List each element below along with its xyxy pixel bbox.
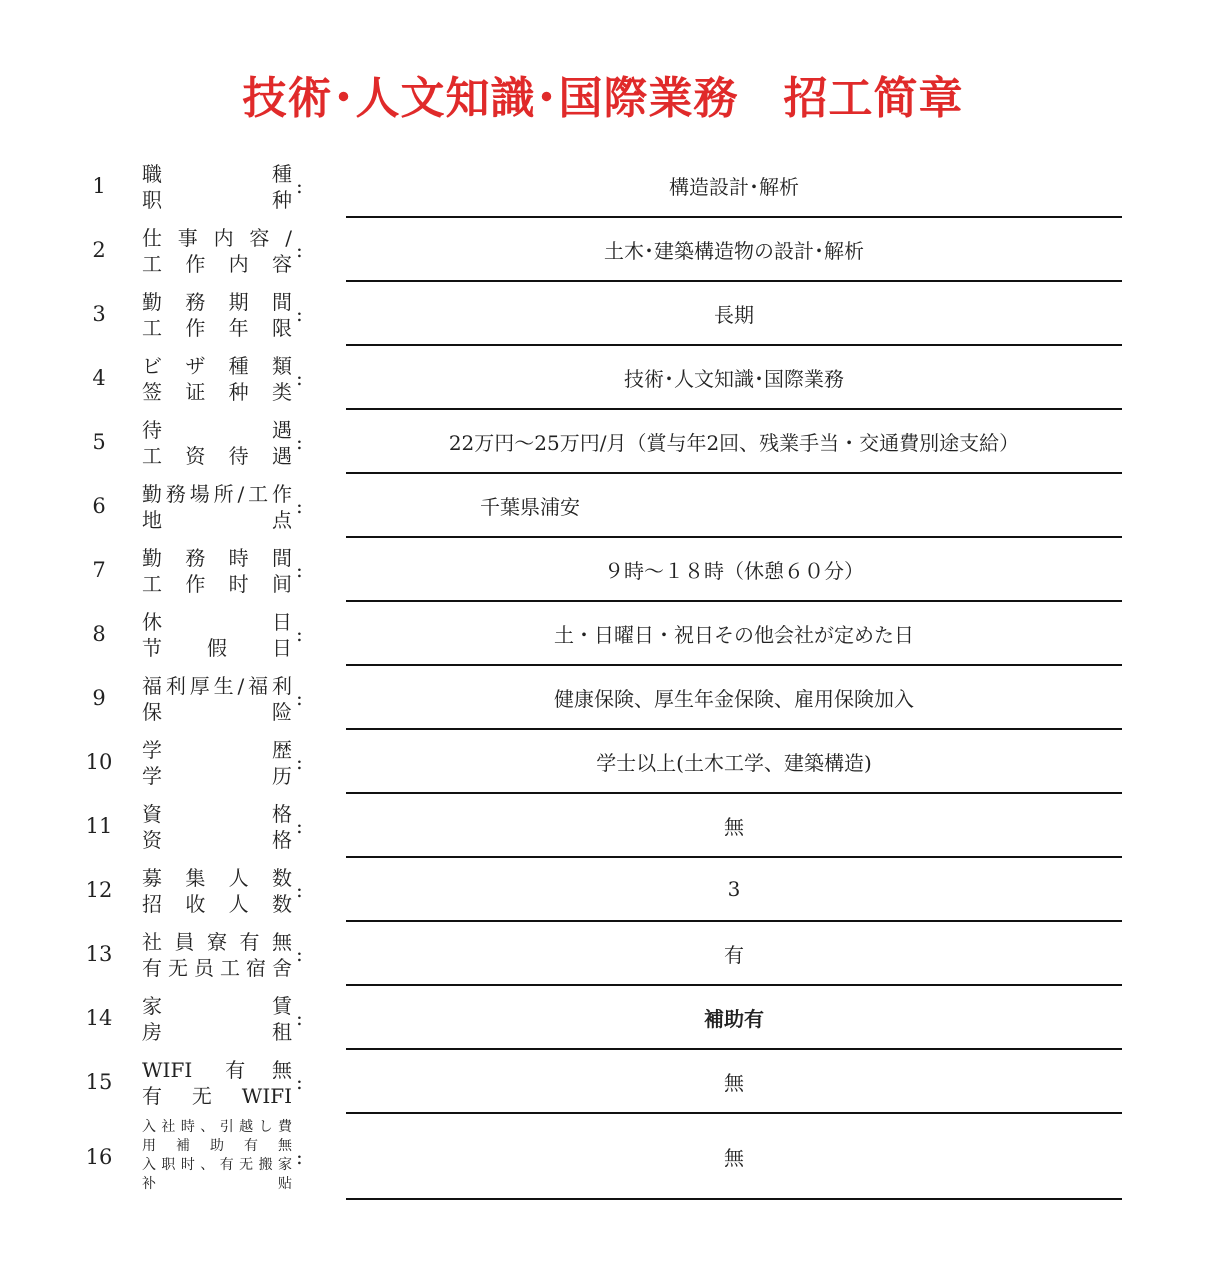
table-row	[0, 730, 1206, 794]
table-row	[0, 282, 1206, 346]
label-japanese: 福利厚生/福利	[142, 674, 292, 698]
row-value: 土木･建築構造物の設計･解析	[346, 218, 1122, 282]
row-number: 10	[85, 750, 113, 774]
row-label	[142, 544, 292, 596]
label-japanese: 勤務時間	[142, 546, 292, 570]
row-label	[142, 736, 292, 788]
row-label	[142, 608, 292, 660]
row-number: 4	[92, 366, 106, 390]
label-japanese: WIFI 有無	[142, 1058, 292, 1082]
label-chinese: 工作时间	[142, 572, 292, 596]
table-row	[0, 922, 1206, 986]
row-value: 土・日曜日・祝日その他会社が定めた日	[346, 602, 1122, 666]
row-number: 16	[85, 1145, 113, 1169]
recruitment-table	[0, 154, 1206, 1200]
row-value: 長期	[346, 282, 1122, 346]
table-row	[0, 858, 1206, 922]
table-row	[0, 602, 1206, 666]
label-japanese: 学歴	[142, 738, 292, 762]
colon-separator: :	[296, 558, 303, 582]
page-title: 技術･人文知識･国際業務 招工简章	[242, 73, 964, 124]
row-label	[142, 160, 292, 212]
label-japanese: 社員寮有無	[142, 930, 292, 954]
table-row	[0, 1050, 1206, 1114]
row-label	[142, 1116, 292, 1196]
colon-separator: :	[296, 174, 303, 198]
label-chinese: 有 无 WIFI	[142, 1084, 292, 1108]
row-label	[142, 416, 292, 468]
label-japanese: 募集人数	[142, 866, 292, 890]
label-chinese: 房租	[142, 1020, 292, 1044]
table-row	[0, 410, 1206, 474]
row-label	[142, 288, 292, 340]
row-number: 11	[85, 814, 113, 838]
table-row	[0, 154, 1206, 218]
row-label	[142, 1056, 292, 1108]
label-japanese: 勤務期間	[142, 290, 292, 314]
row-number: 8	[92, 622, 106, 646]
row-value: 補助有	[346, 986, 1122, 1050]
label-japanese: 資格	[142, 802, 292, 826]
table-row	[0, 218, 1206, 282]
colon-separator: :	[296, 302, 303, 326]
label-chinese: 入职时、有无搬家	[142, 1157, 292, 1173]
label-japanese: 家賃	[142, 994, 292, 1018]
row-value: 有	[346, 922, 1122, 986]
colon-separator: :	[296, 494, 303, 518]
colon-separator: :	[296, 814, 303, 838]
colon-separator: :	[296, 366, 303, 390]
row-value: 無	[346, 794, 1122, 858]
row-label	[142, 864, 292, 916]
table-row	[0, 794, 1206, 858]
label-japanese: 仕事内容/	[142, 226, 292, 250]
table-row	[0, 346, 1206, 410]
label-chinese: 地点	[142, 508, 292, 532]
colon-separator: :	[296, 1006, 303, 1030]
row-label	[142, 992, 292, 1044]
row-value: 健康保険、厚生年金保険、雇用保険加入	[346, 666, 1122, 730]
colon-separator: :	[296, 1070, 303, 1094]
label-japanese: 待遇	[142, 418, 292, 442]
label-japanese: 勤務場所/工作	[142, 482, 292, 506]
label-chinese: 工作年限	[142, 316, 292, 340]
row-label	[142, 928, 292, 980]
colon-separator: :	[296, 238, 303, 262]
colon-separator: :	[296, 1145, 303, 1169]
row-value: 無	[346, 1050, 1122, 1114]
row-number: 9	[92, 686, 106, 710]
row-number: 3	[92, 302, 106, 326]
label-japanese: 職種	[142, 162, 292, 186]
row-number: 12	[85, 878, 113, 902]
row-number: 15	[85, 1070, 113, 1094]
row-value: 技術･人文知識･国際業務	[346, 346, 1122, 410]
row-value: 構造設計･解析	[346, 154, 1122, 218]
label-chinese: 工资待遇	[142, 444, 292, 468]
label-japanese: 入社時、引越し費	[142, 1119, 292, 1135]
row-number: 14	[85, 1006, 113, 1030]
row-value: 学士以上(土木工学、建築構造)	[346, 730, 1122, 794]
colon-separator: :	[296, 686, 303, 710]
table-row	[0, 538, 1206, 602]
label-chinese: 有无员工宿舍	[142, 956, 292, 980]
row-number: 13	[85, 942, 113, 966]
label-chinese: 学历	[142, 764, 292, 788]
label-japanese: ビザ種類	[142, 354, 292, 378]
row-value: 千葉県浦安	[346, 474, 1122, 538]
row-number: 7	[92, 558, 106, 582]
colon-separator: :	[296, 430, 303, 454]
row-value: ９時～１８時（休憩６０分）	[346, 538, 1122, 602]
label-chinese: 职种	[142, 188, 292, 212]
row-value: 22万円～25万円/月（賞与年2回、残業手当・交通費別途支給）	[346, 410, 1122, 474]
label-chinese: 保险	[142, 700, 292, 724]
label-japanese: 休日	[142, 610, 292, 634]
colon-separator: :	[296, 622, 303, 646]
label-chinese: 签证种类	[142, 380, 292, 404]
row-label	[142, 800, 292, 852]
table-row	[0, 986, 1206, 1050]
row-label	[142, 224, 292, 276]
row-label	[142, 672, 292, 724]
row-number: 2	[92, 238, 106, 262]
row-number: 6	[92, 494, 106, 518]
row-number: 5	[92, 430, 106, 454]
label-chinese-cont: 补贴	[142, 1176, 292, 1192]
label-chinese: 工作内容	[142, 252, 292, 276]
label-chinese: 招收人数	[142, 892, 292, 916]
table-row	[0, 666, 1206, 730]
row-value: 3	[346, 858, 1122, 922]
table-row	[0, 474, 1206, 538]
colon-separator: :	[296, 878, 303, 902]
label-chinese: 资格	[142, 828, 292, 852]
colon-separator: :	[296, 942, 303, 966]
row-value: 無	[346, 1114, 1122, 1200]
label-chinese: 节假日	[142, 636, 292, 660]
row-label	[142, 480, 292, 532]
table-row	[0, 1114, 1206, 1200]
row-number: 1	[92, 174, 106, 198]
row-label	[142, 352, 292, 404]
label-japanese-cont: 用補助有無	[142, 1138, 292, 1154]
colon-separator: :	[296, 750, 303, 774]
